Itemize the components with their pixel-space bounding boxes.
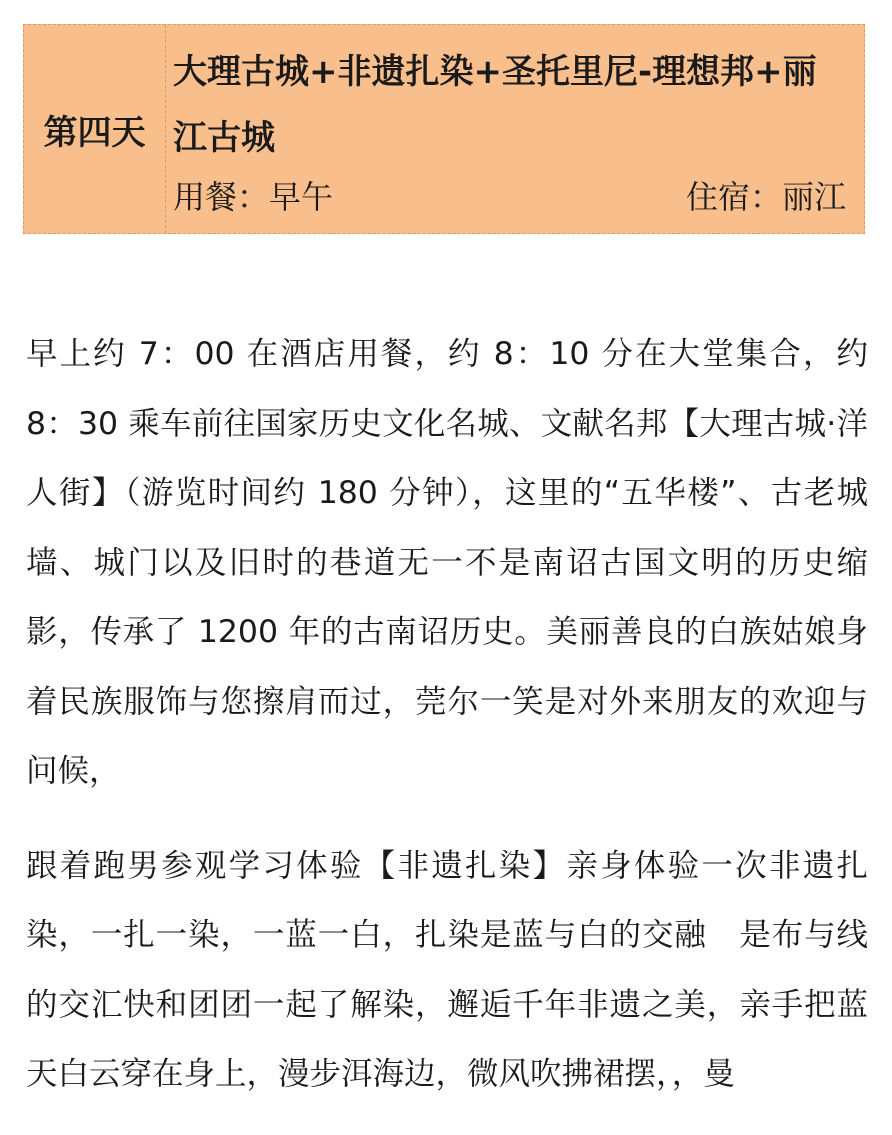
route-title: 大理古城+非遗扎染+圣托里尼-理想邦+丽江古城 bbox=[173, 52, 817, 158]
paragraph: 早上约 7：00 在酒店用餐，约 8：10 分在大堂集合，约 8：30 乘车前往国家历史文化名城、文献名邦【大理古城·洋人街】（游览时间约 180 分钟），这里的“五华楼”、古老城墙、城门以及旧时的巷道无一不是南诏古国文明的历史缩影，传承了 1200 年的古南诏历史。美丽善良的白族姑娘身着民族服饰与您擦肩而过，莞尔一笑是对外来朋友的欢迎与问候， bbox=[26, 336, 868, 789]
day-label: 第四天 bbox=[43, 112, 146, 153]
day-header-table bbox=[23, 24, 865, 234]
itinerary-content bbox=[26, 320, 868, 1135]
route-info-cell bbox=[166, 25, 864, 233]
meta-row bbox=[173, 177, 846, 217]
day-label-cell bbox=[24, 25, 166, 233]
meals-info: 用餐：早午 bbox=[173, 178, 334, 216]
lodging-info: 住宿：丽江 bbox=[685, 178, 846, 216]
paragraph: 跟着跑男参观学习体验【非遗扎染】亲身体验一次非遗扎染，一扎一染，一蓝一白，扎染是蓝与白的交融 是布与线的交汇快和团团一起了解染，邂逅千年非遗之美，亲手把蓝天白云穿在身上，漫步洱海边，微风吹拂裙摆，，曼 bbox=[26, 847, 868, 1092]
